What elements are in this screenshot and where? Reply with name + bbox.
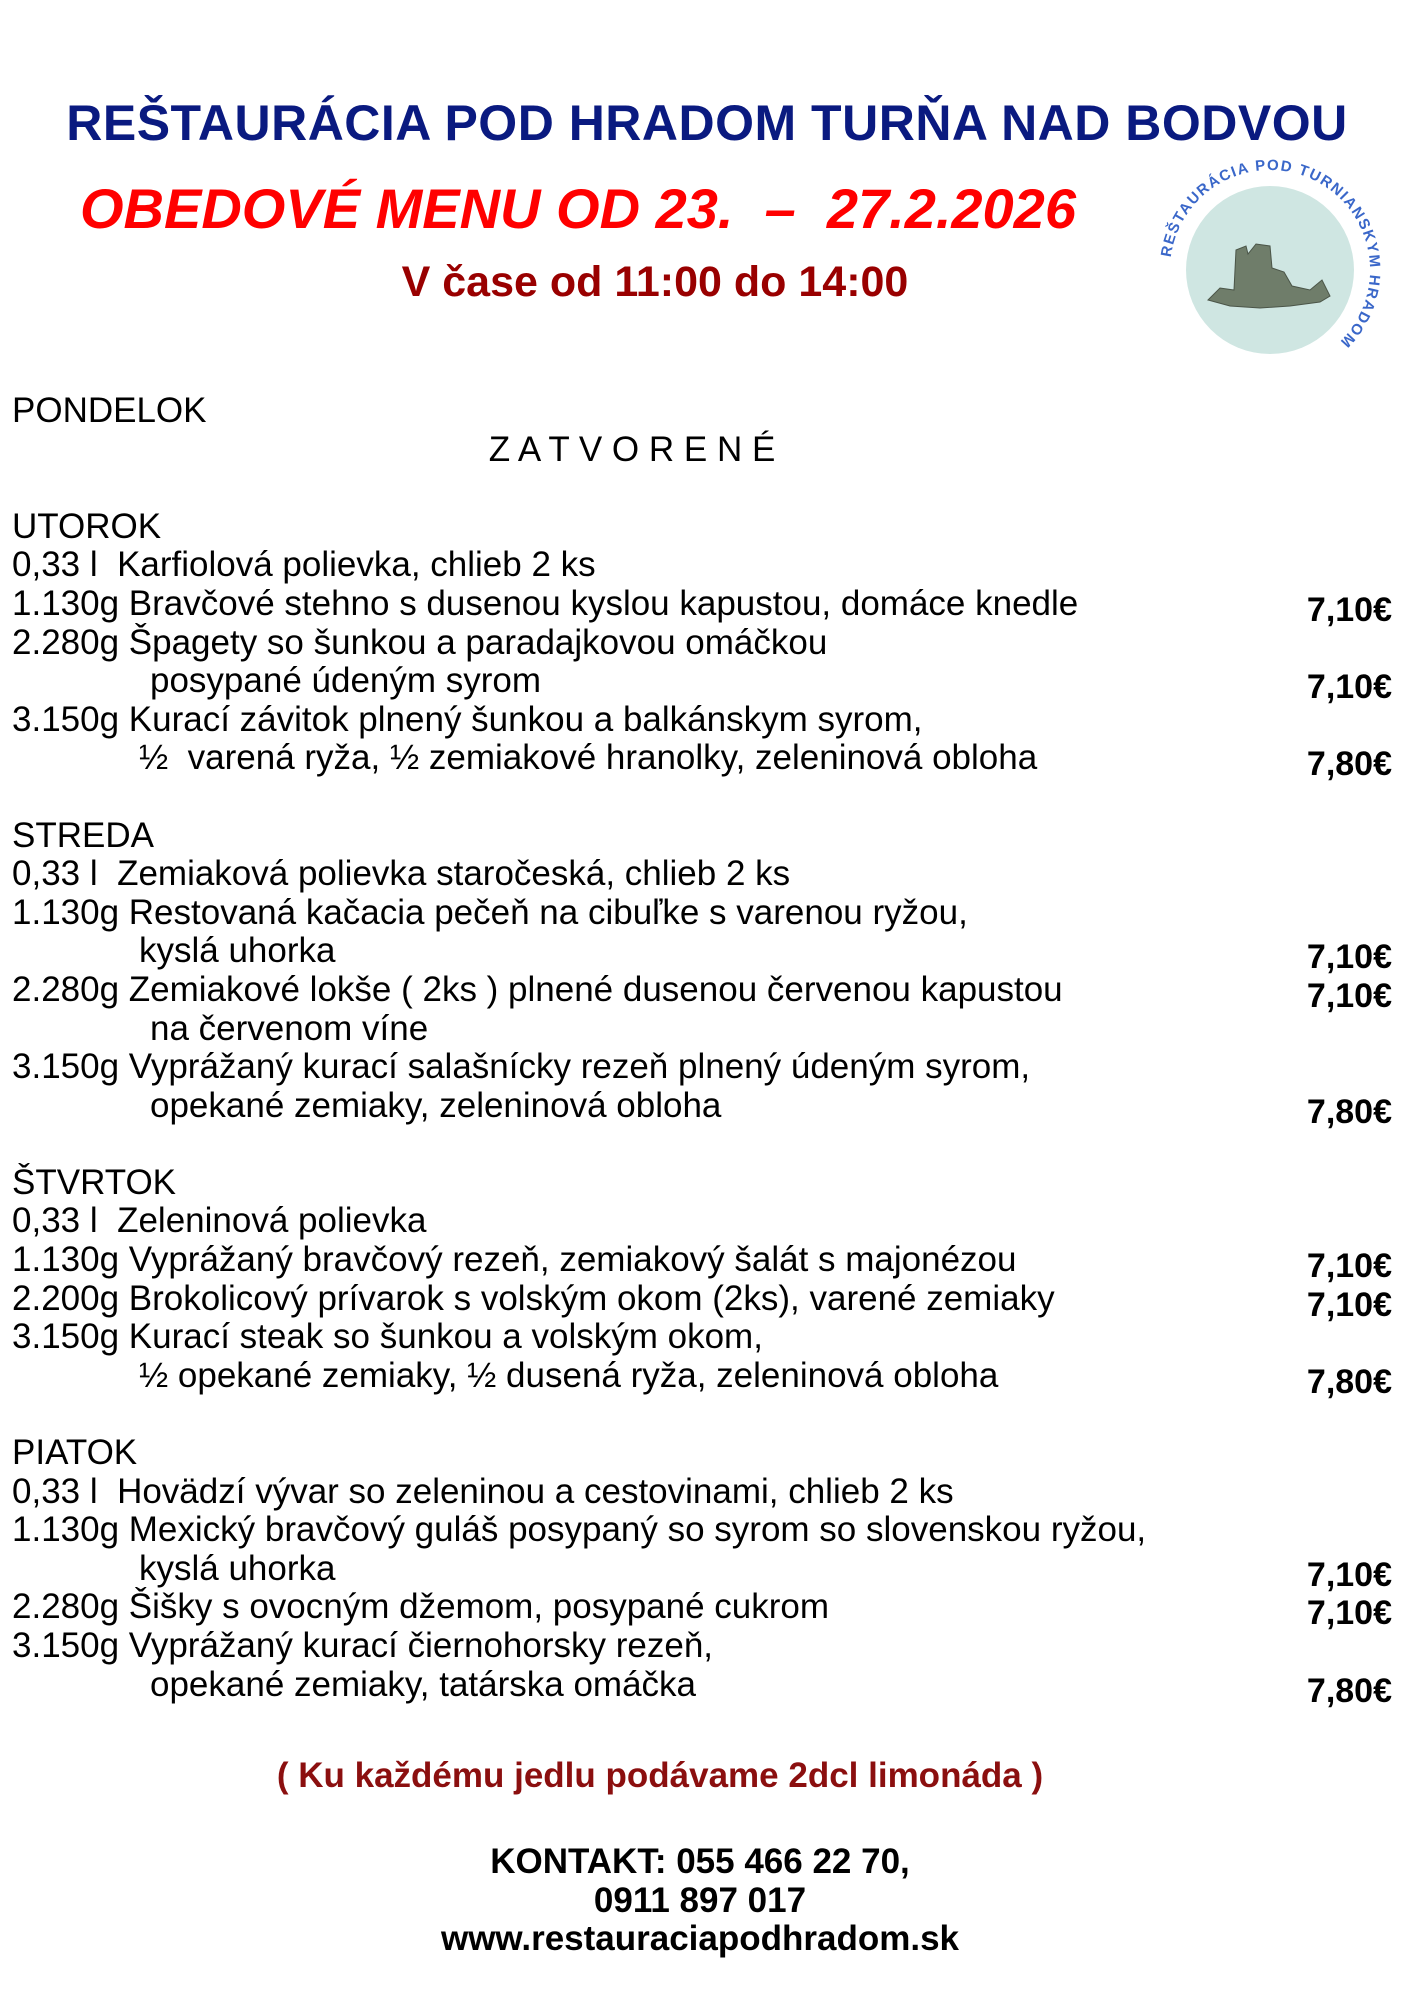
line-text: 3.150g Vyprážaný kurací čiernohorsky rezeň, bbox=[12, 1626, 714, 1665]
price: 7,10€ bbox=[1306, 1594, 1392, 1633]
line-text: 3.150g Kurací závitok plnený šunkou a balkánskym syrom, bbox=[12, 699, 923, 739]
menu-item-line bbox=[12, 624, 1392, 663]
day-heading bbox=[12, 1164, 1392, 1203]
menu-item-line bbox=[12, 1085, 1392, 1131]
price: 7,10€ bbox=[1306, 590, 1392, 629]
day-heading bbox=[12, 817, 1392, 856]
menu-item-line bbox=[12, 1010, 1392, 1049]
menu-item-line bbox=[12, 1240, 1392, 1286]
day-heading bbox=[12, 392, 1392, 431]
menu-item-line bbox=[12, 1587, 1392, 1633]
line-text: 2.280g Šišky s ovocným džemom, posypané cukrom bbox=[12, 1587, 830, 1627]
menu-item-line bbox=[12, 1473, 1392, 1512]
price: 7,80€ bbox=[1306, 1092, 1392, 1131]
price: 7,10€ bbox=[1306, 938, 1392, 977]
menu-item-line bbox=[12, 1511, 1392, 1550]
menu-item-line bbox=[12, 969, 1392, 1015]
contact-phone: KONTAKT: 055 466 22 70, bbox=[490, 1842, 910, 1881]
line-text: 0,33 l Zeleninová polievka bbox=[12, 1201, 427, 1241]
line-text: 1.130g Mexický bravčový guláš posypaný so syrom so slovenskou ryžou, bbox=[12, 1510, 1147, 1550]
contact-block bbox=[0, 1843, 1400, 1959]
line-text: Z A T V O R E N É bbox=[488, 429, 776, 469]
line-text: STREDA bbox=[12, 815, 154, 855]
line-text: opekané zemiaky, tatárska omáčka bbox=[150, 1664, 697, 1704]
line-text: ½ varená ryža, ½ zemiakové hranolky, zeleninová obloha bbox=[139, 738, 1038, 778]
menu-item-line bbox=[12, 1355, 1392, 1401]
line-text: opekané zemiaky, zeleninová obloha bbox=[150, 1085, 722, 1125]
line-text: 3.150g Vyprážaný kurací salašnícky rezeň plnený údeným syrom, bbox=[12, 1047, 1031, 1087]
price: 7,10€ bbox=[1306, 1555, 1392, 1594]
menu-item-line bbox=[12, 661, 1392, 707]
website-link[interactable]: www.restauraciapodhradom.sk bbox=[440, 1919, 960, 1959]
drink-note: ( Ku každému jedlu podávame 2dcl limonáda ) bbox=[276, 1756, 1044, 1795]
line-text: UTOROK bbox=[12, 506, 162, 546]
price: 7,10€ bbox=[1306, 1247, 1392, 1286]
line-text: ŠTVRTOK bbox=[12, 1162, 177, 1202]
line-text: PIATOK bbox=[12, 1433, 138, 1473]
serving-hours: V čase od 11:00 do 14:00 bbox=[401, 258, 909, 306]
day-heading bbox=[12, 508, 1392, 547]
line-text: PONDELOK bbox=[12, 391, 207, 430]
line-text: 3.150g Kurací steak so šunkou a volským okom, bbox=[12, 1317, 763, 1357]
line-text: 1.130g Restovaná kačacia pečeň na cibuľke s varenou ryžou, bbox=[12, 892, 968, 932]
menu-item-line bbox=[12, 1202, 1392, 1241]
price: 7,80€ bbox=[1306, 1671, 1392, 1710]
menu-date-range: OBEDOVÉ MENU OD 23. – 27.2.2026 bbox=[80, 177, 1076, 240]
menu-item-line bbox=[12, 931, 1392, 977]
line-text: 2.200g Brokolicový prívarok s volským okom (2ks), varené zemiaky bbox=[12, 1278, 1055, 1318]
menu-item-line bbox=[12, 855, 1392, 894]
menu-item-line bbox=[12, 1318, 1392, 1357]
menu-item-line bbox=[12, 701, 1392, 740]
contact-mobile: 0911 897 017 bbox=[593, 1880, 807, 1920]
menu-item-line bbox=[12, 1048, 1392, 1087]
menu-item-line bbox=[12, 1627, 1392, 1666]
menu-item-line bbox=[12, 894, 1392, 933]
day-heading bbox=[12, 1434, 1392, 1473]
spacer bbox=[12, 778, 1392, 817]
price: 7,10€ bbox=[1306, 976, 1392, 1015]
line-text: na červenom víne bbox=[150, 1008, 429, 1048]
line-text: kyslá uhorka bbox=[139, 1548, 336, 1588]
menu-item-line bbox=[12, 1278, 1392, 1324]
menu-item-line bbox=[12, 1664, 1392, 1710]
spacer bbox=[12, 1125, 1392, 1164]
line-text: 2.280g Zemiakové lokše ( 2ks ) plnené dusenou červenou kapustou bbox=[12, 969, 1063, 1009]
weekly-menu bbox=[12, 391, 1392, 1710]
line-text: ½ opekané zemiaky, ½ dusená ryža, zeleninová obloha bbox=[139, 1355, 999, 1395]
line-text: 0,33 l Hovädzí vývar so zeleninou a cestovinami, chlieb 2 ks bbox=[12, 1471, 954, 1511]
price: 7,80€ bbox=[1306, 745, 1392, 784]
menu-item-line bbox=[12, 583, 1392, 629]
svg-text:REŠTAURÁCIA POD TURNIANSKYM HR: REŠTAURÁCIA POD TURNIANSKYM HRADOM bbox=[1157, 156, 1384, 352]
line-text: 1.130g Vyprážaný bravčový rezeň, zemiakový šalát s majonézou bbox=[12, 1240, 1017, 1280]
line-text: 0,33 l Zemiaková polievka staročeská, chlieb 2 ks bbox=[12, 854, 791, 894]
menu-item-line bbox=[12, 546, 1392, 585]
price: 7,80€ bbox=[1306, 1362, 1392, 1401]
restaurant-title: REŠTAURÁCIA POD HRADOM TURŇA NAD BODVOU bbox=[66, 95, 1348, 151]
price: 7,10€ bbox=[1306, 1285, 1392, 1324]
restaurant-logo bbox=[1150, 150, 1390, 390]
line-text: posypané údeným syrom bbox=[150, 661, 542, 701]
menu-item-line bbox=[12, 738, 1392, 784]
menu-item-line bbox=[12, 1548, 1392, 1594]
line-text: 2.280g Špagety so šunkou a paradajkovou omáčkou bbox=[12, 622, 828, 662]
spacer bbox=[12, 469, 1392, 508]
line-text: kyslá uhorka bbox=[139, 931, 336, 971]
spacer bbox=[12, 1395, 1392, 1434]
line-text: 1.130g Bravčové stehno s dusenou kyslou kapustou, domáce knedle bbox=[12, 583, 1079, 623]
price: 7,10€ bbox=[1306, 668, 1392, 707]
closed-notice bbox=[12, 431, 1392, 470]
line-text: 0,33 l Karfiolová polievka, chlieb 2 ks bbox=[12, 545, 596, 585]
